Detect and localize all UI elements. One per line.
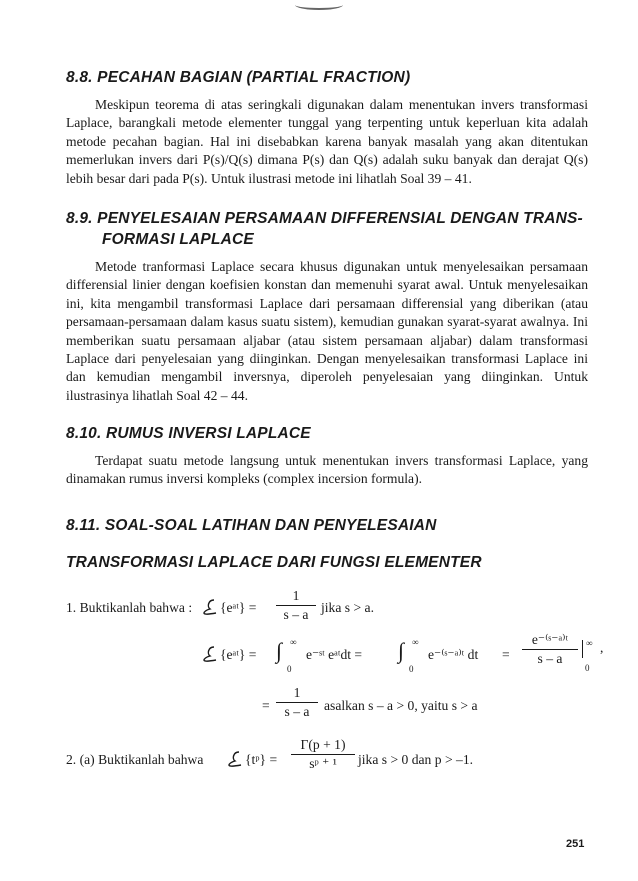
fraction-bar — [276, 702, 318, 703]
fraction-denominator: s – a — [283, 607, 309, 622]
integral-lower-limit: 0 — [287, 664, 292, 674]
problem-2-lhs: {tᵖ} = — [245, 752, 278, 767]
fraction-numerator: 1 — [293, 685, 301, 700]
page-number: 251 — [566, 838, 585, 850]
problem-2-fraction — [291, 737, 355, 772]
laplace-symbol-icon — [202, 598, 218, 620]
section-8-9-body: Metode tranformasi Laplace secara khusus digunakan untuk menyelesaikan persamaan differensial linier dengan koefisien konstan dan memenuhi syarat awal. Untuk menyelesaikan ini, kita mengambil transformasi Laplace dari persamaan differensial yang diberikan (atau persamaan-persamaan dalam kasus suatu sistem), kemudian gunakan syarat-syarat awalnya. Ini memberikan suatu persamaan aljabar (atau sistem persamaan aljabar) dalam transformasi Laplace dari penyelesaian yang diinginkan. Dengan menyelesaikan transformasi Laplace ini dan kemudian mengambil inversnya, diperoleh penyelesaian yang diinginkan. Untuk ilustrasinya lihatlah Soal 42 – 44. — [66, 259, 588, 403]
integral-lower-limit: 0 — [409, 664, 414, 674]
integral-upper-limit: ∞ — [412, 637, 419, 647]
laplace-symbol-icon — [227, 750, 243, 772]
integral-2-body: e⁻⁽ˢ⁻ᵃ⁾ᵗ dt — [428, 647, 479, 662]
fraction-numerator: 1 — [292, 588, 300, 603]
evaluation-lower-limit: 0 — [585, 663, 590, 673]
problem-1-line2-lhs: {eᵃᵗ} = — [220, 647, 257, 662]
top-page-mark — [295, 0, 343, 10]
section-8-11-heading-line2: TRANSFORMASI LAPLACE DARI FUNGSI ELEMENTER — [66, 554, 482, 571]
fraction-bar — [276, 605, 316, 606]
problem-1-fraction-3 — [276, 685, 318, 720]
problem-1-lhs: {eᵃᵗ} = — [220, 600, 257, 615]
section-8-9-heading-line2: FORMASI LAPLACE — [102, 231, 254, 248]
problem-2-label: 2. (a) Buktikanlah bahwa — [66, 752, 204, 767]
fraction-bar — [522, 649, 578, 650]
fraction-denominator: s – a — [284, 704, 310, 719]
section-8-8-body: Meskipun teorema di atas seringkali digunakan dalam menentukan invers transformasi Laplace, barangkali metode elementer tunggal yang terpenting untuk keperluan kita adalah metode pecahan bagian. Hal ini disebabkan karena banyak masalah yang akan ditentukan memerlukan invers dari P(s)/Q(s) dimana P(s) dan Q(s) adalah suku banyak dan derajat Q(s) lebih besar dari pada P(s). Untuk ilustrasi metode ini lihatlah Soal 39 – 41. — [66, 97, 588, 186]
section-8-10-body: Terdapat suatu metode langsung untuk menentukan invers transformasi Laplace, yang dinamakan rumus inversi kompleks (complex incersion formula). — [66, 453, 588, 487]
laplace-symbol-icon — [202, 645, 218, 667]
fraction-denominator: sᵖ ⁺ ¹ — [309, 756, 337, 771]
problem-2-condition: jika s > 0 dan p > –1. — [358, 752, 474, 767]
problem-1-condition: jika s > a. — [321, 600, 374, 615]
fraction-numerator: Γ(p + 1) — [300, 737, 346, 752]
problem-1-fraction-2 — [522, 632, 578, 667]
fraction-bar — [291, 754, 355, 755]
integral-1-body: e⁻ˢᵗ eᵃᵗdt = — [306, 647, 363, 662]
integral-sign-icon: ∫ — [398, 638, 405, 663]
problem-1-line3-text: asalkan s – a > 0, yaitu s > a — [324, 698, 478, 713]
evaluation-bar — [582, 640, 583, 658]
section-8-9-heading-line1: 8.9. PENYELESAIAN PERSAMAAN DIFFERENSIAL DENGAN TRANS- — [66, 210, 583, 227]
section-8-11-heading-line1: 8.11. SOAL-SOAL LATIHAN DAN PENYELESAIAN — [66, 517, 437, 534]
comma: , — [600, 640, 604, 655]
integral-upper-limit: ∞ — [290, 637, 297, 647]
fraction-denominator: s – a — [537, 651, 563, 666]
equals-sign: = — [502, 647, 510, 662]
problem-1-fraction — [276, 588, 316, 623]
evaluation-upper-limit: ∞ — [586, 638, 593, 648]
equals-sign: = — [262, 698, 270, 713]
section-8-8-heading: 8.8. PECAHAN BAGIAN (PARTIAL FRACTION) — [66, 69, 411, 86]
integral-sign-icon: ∫ — [276, 638, 283, 663]
problem-1-label: 1. Buktikanlah bahwa : — [66, 600, 193, 615]
fraction-numerator: e⁻⁽ˢ⁻ᵃ⁾ᵗ — [531, 632, 569, 647]
section-8-10-heading: 8.10. RUMUS INVERSI LAPLACE — [66, 425, 311, 442]
